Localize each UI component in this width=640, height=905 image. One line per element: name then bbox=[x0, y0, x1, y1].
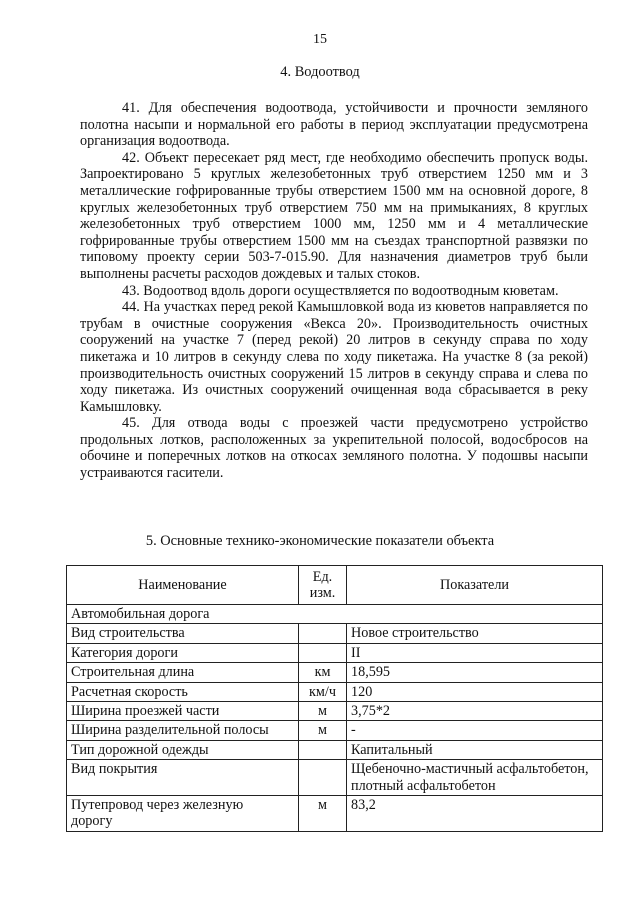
row-name bbox=[67, 796, 299, 832]
row-name: Вид покрытия bbox=[67, 760, 299, 796]
table-row bbox=[67, 796, 603, 832]
row-value: 3,75*2 bbox=[347, 702, 603, 721]
header-unit: Ед. изм. bbox=[299, 566, 347, 605]
paragraph-45: 45. Для отвода воды с проезжей части предусмотрено устройство продольных лотков, расположенных за укрепительной полосой, водосбросов на обочине и поперечных лотков на откосах земляного полотна. У подошвы насыпи устраиваются гасители. bbox=[80, 415, 588, 482]
row-name: Ширина разделительной полосы bbox=[67, 721, 299, 740]
page-number: 15 bbox=[313, 32, 327, 47]
table-row bbox=[67, 760, 603, 796]
table-header-row bbox=[67, 566, 603, 605]
row-value: 18,595 bbox=[347, 663, 603, 682]
row-name: Строительная длина bbox=[67, 663, 299, 682]
section-5-title: 5. Основные технико-экономические показатели объекта bbox=[145, 533, 495, 549]
table-row bbox=[67, 740, 603, 759]
section-4-title: 4. Водоотвод bbox=[280, 64, 360, 80]
row-name: Вид строительства bbox=[67, 624, 299, 643]
row-value: Новое строительство bbox=[347, 624, 603, 643]
table-row bbox=[67, 721, 603, 740]
row-value: Капитальный bbox=[347, 740, 603, 759]
row-unit: км/ч bbox=[299, 682, 347, 701]
row-value: - bbox=[347, 721, 603, 740]
indicators-table bbox=[66, 565, 603, 832]
paragraph-41: 41. Для обеспечения водоотвода, устойчивости и прочности земляного полотна насыпи и нормальной его работы в период эксплуатации предусмотрена организация водоотвода. bbox=[80, 100, 588, 150]
row-unit bbox=[299, 760, 347, 796]
header-value: Показатели bbox=[347, 566, 603, 605]
header-name: Наименование bbox=[67, 566, 299, 605]
row-name-line1: Путепровод через железную bbox=[71, 797, 244, 814]
row-name: Расчетная скорость bbox=[67, 682, 299, 701]
row-value: Щебеночно-мастичный асфальтобетон, плотный асфальтобетон bbox=[347, 760, 603, 796]
table-row bbox=[67, 702, 603, 721]
row-unit: м bbox=[299, 721, 347, 740]
row-unit bbox=[299, 740, 347, 759]
row-unit: м bbox=[299, 796, 347, 832]
group-label: Автомобильная дорога bbox=[67, 605, 603, 624]
table-row bbox=[67, 624, 603, 643]
table-row bbox=[67, 643, 603, 662]
paragraph-43: 43. Водоотвод вдоль дороги осуществляется по водоотводным кюветам. bbox=[122, 282, 559, 299]
table-row bbox=[67, 663, 603, 682]
row-unit: км bbox=[299, 663, 347, 682]
section-4-body bbox=[80, 100, 588, 482]
row-unit bbox=[299, 624, 347, 643]
row-name-line2: дорогу bbox=[71, 813, 113, 830]
paragraph-44: 44. На участках перед рекой Камышловкой вода из кюветов направляется по трубам в очистные сооружения «Векса 20». Производительность очистных сооружений на участке 7 (перед рекой) 20 литров в секунду справа по ходу пикетажа и 10 литров в секунду слева по ходу пикетажа. На участке 8 (за рекой) производительность очистных сооружений 15 литров в секунду справа и слева по ходу пикетажа. Из очистных сооружений очищенная вода сбрасывается в реку Камышловку. bbox=[80, 299, 588, 415]
row-unit: м bbox=[299, 702, 347, 721]
table-row bbox=[67, 682, 603, 701]
row-name: Тип дорожной одежды bbox=[67, 740, 299, 759]
table-group-row bbox=[67, 605, 603, 624]
row-value: 83,2 bbox=[347, 796, 603, 832]
row-name: Ширина проезжей части bbox=[67, 702, 299, 721]
row-value: 120 bbox=[347, 682, 603, 701]
row-unit bbox=[299, 643, 347, 662]
row-value: II bbox=[347, 643, 603, 662]
paragraph-42: 42. Объект пересекает ряд мест, где необходимо обеспечить пропуск воды. Запроектировано 5 круглых железобетонных труб отверстием 1250 мм и 3 металлические гофрированные трубы отверстием 1500 мм на основной дороге, 8 круглых железобетонных труб отверстием 750 мм на примыканиях, 8 круглых железобетонных труб отверстием 1000 мм, 1250 мм и 4 металлические гофрированные трубы отверстием 1500 мм на съездах транспортной развязки по типовому проекту серии 503-7-015.90. Для назначения диаметров труб были выполнены расчеты расходов дождевых и талых стоков. bbox=[80, 149, 588, 282]
row-name: Категория дороги bbox=[67, 643, 299, 662]
